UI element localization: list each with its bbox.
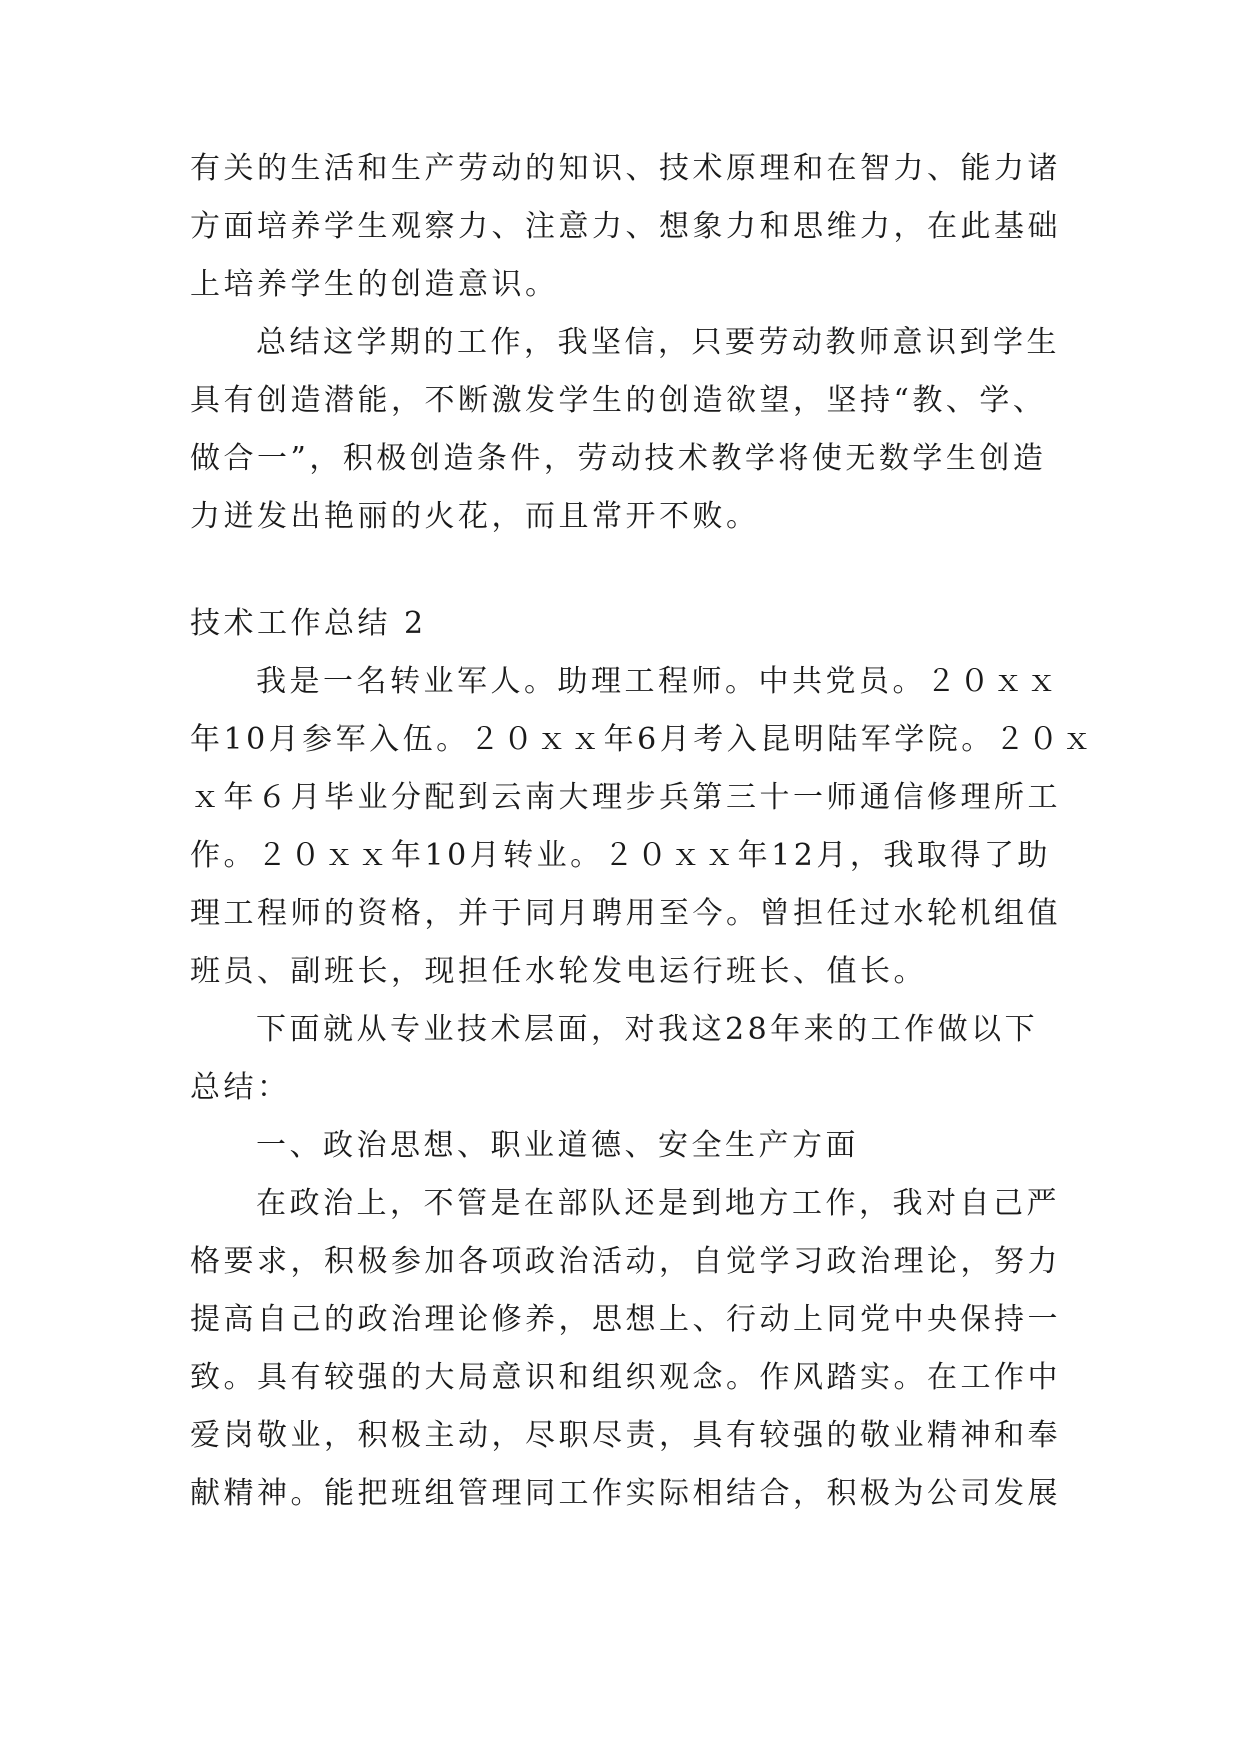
subheading-line: 一、政治思想、职业道德、安全生产方面	[256, 1128, 859, 1163]
paragraph-line: 致。具有较强的大局意识和组织观念。作风踏实。在工作中	[190, 1360, 1061, 1395]
paragraph-line: 力迸发出艳丽的火花，而且常开不败。	[190, 499, 760, 534]
section-title	[190, 595, 1060, 653]
paragraph-line: 爱岗敬业，积极主动，尽职尽责，具有较强的敬业精神和奉	[190, 1418, 1061, 1453]
section-title-text: 技术工作总结 2	[190, 606, 427, 641]
paragraph-line: 提高自己的政治理论修养，思想上、行动上同党中央保持一	[190, 1302, 1061, 1337]
paragraph-line: 方面培养学生观察力、注意力、想象力和思维力，在此基础	[190, 209, 1061, 244]
paragraph-line: 格要求，积极参加各项政治活动，自觉学习政治理论，努力	[190, 1244, 1061, 1279]
paragraph-line: ｘ年６月毕业分配到云南大理步兵第三十一师通信修理所工	[190, 780, 1061, 815]
paragraph-group-top	[190, 140, 1060, 546]
paragraph-line: 总结这学期的工作，我坚信，只要劳动教师意识到学生	[256, 325, 1060, 360]
paragraph-line: 在政治上，不管是在部队还是到地方工作，我对自己严	[256, 1186, 1060, 1221]
paragraph-line: 有关的生活和生产劳动的知识、技术原理和在智力、能力诸	[190, 151, 1061, 186]
paragraph-line: 下面就从专业技术层面，对我这28年来的工作做以下	[256, 1012, 1039, 1047]
paragraph-line: 年10月参军入伍。２０ｘｘ年6月考入昆明陆军学院。２０ｘ	[190, 722, 1096, 757]
paragraph-line: 我是一名转业军人。助理工程师。中共党员。２０ｘｘ	[256, 664, 1060, 699]
paragraph-line: 献精神。能把班组管理同工作实际相结合，积极为公司发展	[190, 1476, 1061, 1511]
paragraph-line: 上培养学生的创造意识。	[190, 267, 559, 302]
paragraph-line: 做合一”，积极创造条件，劳动技术教学将使无数学生创造	[190, 441, 1047, 476]
paragraph-line: 理工程师的资格，并于同月聘用至今。曾担任过水轮机组值	[190, 896, 1061, 931]
paragraph-line: 总结：	[190, 1070, 291, 1105]
paragraph-line: 班员、副班长，现担任水轮发电运行班长、值长。	[190, 954, 927, 989]
paragraph-group-main	[190, 653, 1096, 1523]
paragraph-line: 作。２０ｘｘ年10月转业。２０ｘｘ年12月，我取得了助	[190, 838, 1051, 873]
paragraph-line: 具有创造潜能，不断激发学生的创造欲望，坚持“教、学、	[190, 383, 1047, 418]
